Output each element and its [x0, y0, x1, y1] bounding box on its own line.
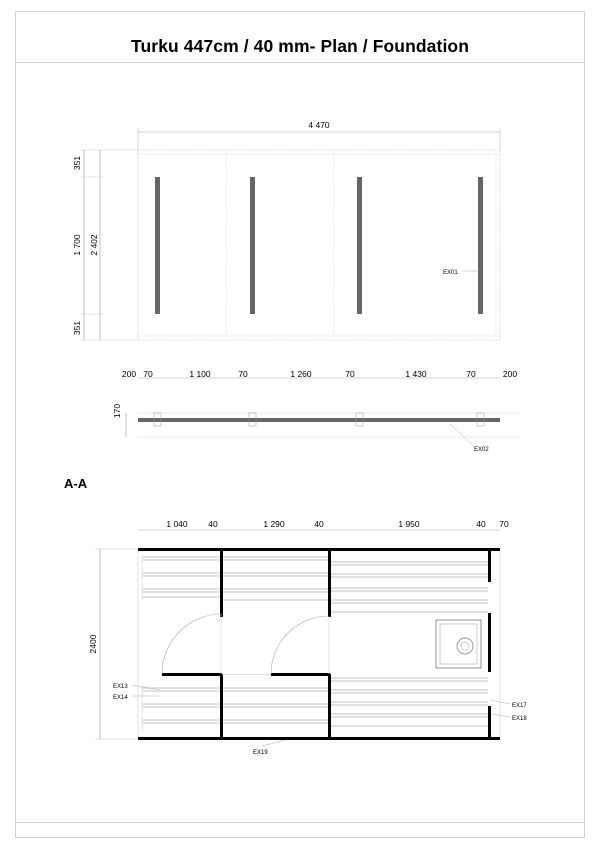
callout-ex17: EX17 [512, 703, 527, 709]
foundation-beam-3 [357, 177, 362, 314]
section-dim-2: 40 [208, 519, 218, 529]
plan-left-dim-1: 351 [72, 155, 82, 171]
stove-icon [436, 620, 481, 668]
plan-view [72, 120, 500, 340]
spacing-7: 1 430 [405, 369, 427, 379]
spacing-6: 70 [345, 369, 355, 379]
foundation-beam-4 [478, 177, 483, 314]
section-label: A-A [64, 476, 88, 491]
section-dim-4: 40 [314, 519, 324, 529]
section-dim-1: 1 040 [166, 519, 188, 529]
plan-left-dim-2: 1 700 [72, 234, 82, 256]
spacing-8: 70 [466, 369, 476, 379]
section-dim-5: 1 950 [398, 519, 420, 529]
foundation-beam-2 [250, 177, 255, 314]
plan-width-dim: 4 470 [308, 120, 330, 130]
section-depth-dim: 2400 [88, 634, 98, 654]
foundation-beam-1 [155, 177, 160, 314]
spacing-9: 200 [502, 369, 518, 379]
spacing-3: 1 100 [189, 369, 211, 379]
spacing-1: 200 [121, 369, 137, 379]
spacing-4: 70 [238, 369, 248, 379]
foundation-beam-elevation [138, 418, 500, 422]
callout-ex01: EX01 [443, 270, 458, 276]
section-dim-3: 1 290 [263, 519, 285, 529]
spacing-5: 1 260 [290, 369, 312, 379]
section-dim-7: 70 [499, 519, 509, 529]
plan-left-dim-3: 351 [72, 320, 82, 336]
drawing-title: Turku 447cm / 40 mm- Plan / Foundation [131, 36, 469, 56]
section-dim-6: 40 [476, 519, 486, 529]
section-aa [88, 519, 527, 756]
callout-ex19: EX19 [253, 750, 268, 756]
foundation-height-dim: 170 [112, 403, 122, 419]
callout-ex02: EX02 [474, 447, 489, 453]
spacing-2: 70 [143, 369, 153, 379]
callout-ex14: EX14 [113, 695, 128, 701]
callout-ex18: EX18 [512, 716, 527, 722]
plan-depth-dim: 2 402 [89, 234, 99, 256]
foundation-elevation [112, 369, 520, 453]
callout-ex13: EX13 [113, 684, 128, 690]
